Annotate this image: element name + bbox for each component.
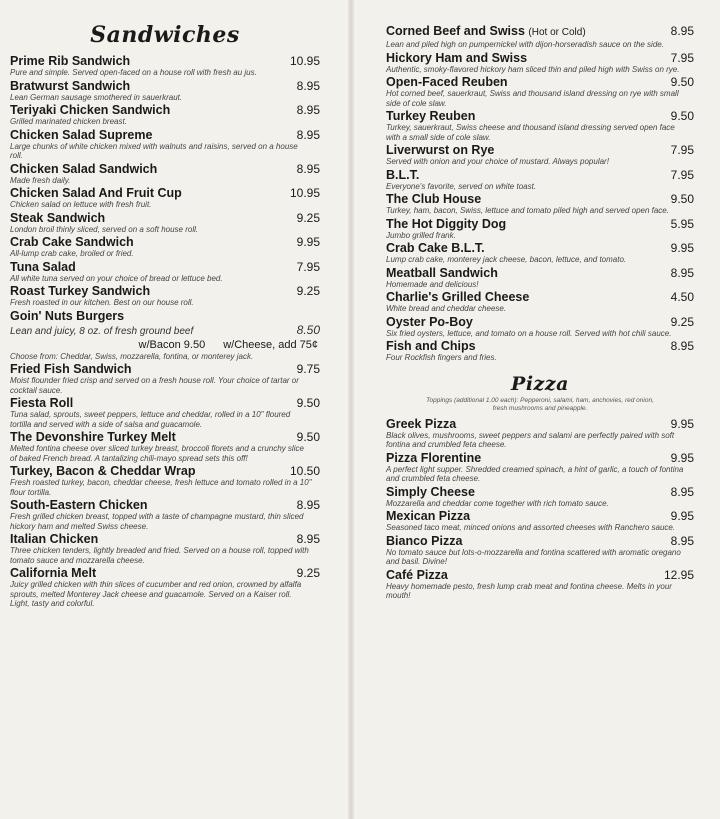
item-description: Lean and piled high on pumpernickel with dijon-horseradish sauce on the side. — [386, 40, 664, 49]
item-price: 8.95 — [670, 339, 694, 353]
item-description: Authentic, smoky-flavored hickory ham sliced thin and piled high with Swiss on rye. — [386, 64, 680, 74]
menu-item — [10, 498, 320, 531]
menu-item — [10, 396, 320, 429]
item-price: 9.25 — [296, 566, 320, 580]
item-price: 9.50 — [670, 192, 694, 206]
pizza-toppings-note: Toppings (additional 1.00 each): Pepperoni, salami, ham, anchovies, red onion, fresh mushrooms and pineapple. — [426, 396, 654, 412]
item-description: All white tuna served on your choice of bread or lettuce bed. — [10, 273, 223, 283]
item-name: Café Pizza — [386, 567, 448, 582]
item-name: Charlie's Grilled Cheese — [386, 290, 530, 304]
menu-item — [386, 75, 694, 108]
menu-item — [10, 186, 320, 210]
item-description: All-lump crab cake, broiled or fried. — [10, 249, 134, 258]
menu-item — [10, 260, 320, 284]
menu-item — [10, 162, 320, 186]
item-name: Crab Cake Sandwich — [10, 235, 134, 249]
menu-item — [386, 192, 694, 216]
item-description: Large chunks of white chicken mixed with walnuts and raisins, served on a house roll. — [10, 141, 298, 160]
item-name: Steak Sandwich — [10, 210, 106, 225]
item-description: Grilled marinated chicken breast. — [10, 117, 127, 126]
item-name: The Devonshire Turkey Melt — [10, 430, 176, 444]
item-price: 8.95 — [296, 78, 320, 93]
item-description: Moist flounder fried crisp and served on a fresh house roll. Your choice of tartar or cocktail sauce. — [10, 376, 299, 395]
item-name: Oyster Po-Boy — [386, 314, 473, 329]
pizza-item — [386, 485, 694, 509]
menu-item — [386, 109, 694, 142]
menu-item — [386, 315, 694, 339]
item-name: Greek Pizza — [386, 416, 457, 431]
burger-price: 8.50 — [296, 322, 320, 337]
item-name: Bratwurst Sandwich — [10, 78, 131, 93]
item-name: Chicken Salad Supreme — [10, 127, 153, 142]
menu-item — [10, 128, 320, 161]
item-name: Chicken Salad Sandwich — [10, 161, 158, 176]
item-name: Fried Fish Sandwich — [10, 362, 132, 376]
menu-item — [10, 532, 320, 565]
item-name: Fish and Chips — [386, 339, 476, 353]
menu-item — [10, 430, 320, 463]
item-price: 9.75 — [296, 362, 320, 376]
item-price: 9.25 — [296, 284, 320, 298]
burger-cheese-choices: Choose from: Cheddar, Swiss, mozzarella, fontina, or monterey jack. — [10, 351, 254, 361]
menu-item — [10, 211, 320, 235]
menu-item — [10, 284, 320, 308]
item-price: 8.95 — [670, 265, 694, 280]
pizza-heading: Pizza — [511, 372, 569, 395]
item-price: 10.95 — [289, 54, 320, 68]
item-description: Mozzarella and cheddar come together with rich tomato sauce. — [386, 498, 609, 508]
menu-item — [386, 241, 694, 265]
menu-item — [386, 290, 694, 314]
pizza-item — [386, 417, 694, 450]
menu-item — [10, 103, 320, 127]
item-price: 9.50 — [670, 75, 694, 89]
item-price: 9.50 — [296, 430, 320, 444]
item-name: The Club House — [386, 192, 482, 206]
sandwiches-heading: Sandwiches — [90, 22, 240, 48]
item-name: Mexican Pizza — [386, 509, 471, 523]
burger-bacon-option: w/Bacon 9.50 — [138, 338, 206, 351]
item-description: Fresh roasted turkey, bacon, cheddar cheese, fresh lettuce and tomato rolled in a 10" flour tortilla. — [10, 478, 312, 497]
sandwiches-column — [10, 0, 320, 819]
item-description: Jumbo grilled frank. — [386, 230, 456, 240]
menu-item — [386, 217, 694, 241]
item-name: Prime Rib Sandwich — [10, 54, 131, 68]
item-name: Roast Turkey Sandwich — [10, 284, 151, 298]
item-description: Fresh grilled chicken breast, topped with a taste of champagne mustard, thin sliced hickory ham and melted Swiss cheese. — [10, 512, 304, 531]
item-description: Pure and simple. Served open-faced on a house roll with fresh au jus. — [10, 68, 257, 77]
item-name: Hickory Ham and Swiss — [386, 50, 528, 65]
item-description: Everyone's favorite, served on white toast. — [386, 181, 537, 191]
menu-item — [10, 362, 320, 395]
item-description: Lean German sausage smothered in sauerkraut. — [10, 92, 183, 102]
item-description: Four Rockfish fingers and fries. — [386, 353, 497, 362]
item-description: Six fried oysters, lettuce, and tomato on a house roll. Served with hot chili sauce. — [386, 328, 672, 338]
item-tag: (Hot or Cold) — [528, 27, 586, 38]
item-description: Fresh roasted in our kitchen. Best on our house roll. — [10, 298, 194, 307]
item-price: 9.95 — [670, 509, 694, 523]
item-description: Juicy grilled chicken with thin slices of cucumber and red onion, crowned by alfalfa sprouts, melted Monterey Jack cheese and guacamole. Served on a Kaiser roll. Light, tasty and colorful. — [10, 580, 302, 608]
menu-item — [386, 266, 694, 290]
item-name: Open-Faced Reuben — [386, 75, 508, 89]
item-price: 12.95 — [663, 567, 694, 582]
item-description: Homemade and delicious! — [386, 279, 479, 289]
item-price: 9.95 — [670, 241, 694, 255]
item-description: Three chicken tenders, lightly breaded and fried. Served on a house roll, topped with tomato sauce and mozzarella cheese. — [10, 546, 309, 565]
pizza-item — [386, 451, 694, 484]
item-price: 8.95 — [296, 498, 320, 512]
menu-item — [386, 51, 694, 75]
item-name: Bianco Pizza — [386, 533, 463, 548]
item-description: Black olives, mushrooms, sweet peppers and salami are perfectly paired with soft fontina and crumbled feta cheese. — [386, 430, 675, 449]
item-name: Turkey, Bacon & Cheddar Wrap — [10, 464, 196, 478]
item-name: Turkey Reuben — [386, 109, 476, 123]
item-price: 4.50 — [670, 290, 694, 304]
item-description: Made fresh daily. — [10, 175, 71, 185]
item-description: Hot corned beef, sauerkraut, Swiss and thousand island dressing on rye with small side of cole slaw. — [386, 89, 679, 108]
item-description: White bread and cheddar cheese. — [386, 304, 507, 313]
item-name: Meatball Sandwich — [386, 265, 498, 280]
pizza-item — [386, 568, 694, 601]
item-name: The Hot Diggity Dog — [386, 216, 507, 231]
item-name: B.L.T. — [386, 167, 420, 182]
item-price: 9.50 — [296, 396, 320, 410]
item-name: Italian Chicken — [10, 532, 99, 546]
item-description: Chicken salad on lettuce with fresh fruit. — [10, 200, 152, 209]
column-divider — [348, 0, 354, 819]
menu-item — [386, 143, 694, 167]
item-price: 7.95 — [670, 50, 694, 65]
item-name: Tuna Salad — [10, 259, 76, 274]
menu-item-burgers — [10, 309, 320, 362]
item-description: Melted fontina cheese over sliced turkey breast, broccoli florets and a crunchy slice of baked French bread. A tantalizing chili-mayo spread sets this off! — [10, 444, 304, 463]
item-name: Liverwurst on Rye — [386, 143, 495, 157]
item-price: 8.95 — [296, 532, 320, 546]
menu-item — [386, 339, 694, 363]
item-name: Fiesta Roll — [10, 396, 74, 410]
item-price: 7.95 — [670, 167, 694, 182]
item-name: Pizza Florentine — [386, 450, 482, 465]
item-description: Turkey, ham, bacon, Swiss, lettuce and tomato piled high and served open face. — [386, 206, 669, 215]
item-price: 8.95 — [670, 533, 694, 548]
pizza-item — [386, 509, 694, 533]
menu-item — [10, 464, 320, 497]
item-description: Heavy homemade pesto, fresh lump crab meat and fontina cheese. Melts in your mouth! — [386, 581, 672, 600]
item-price: 9.95 — [670, 416, 694, 431]
menu-item — [10, 566, 320, 609]
menu-item — [10, 235, 320, 259]
item-price: 9.25 — [670, 314, 694, 329]
item-price: 5.95 — [670, 216, 694, 231]
item-price: 8.95 — [296, 103, 320, 117]
item-name: South-Eastern Chicken — [10, 498, 148, 512]
menu-item — [10, 79, 320, 103]
item-description: London broil thinly sliced, served on a soft house roll. — [10, 224, 199, 234]
item-name: Chicken Salad And Fruit Cup — [10, 186, 182, 200]
item-description: Tuna salad, sprouts, sweet peppers, lettuce and cheddar, rolled in a 10" floured tortilla and served with a side of salsa and guacamole. — [10, 410, 291, 429]
item-price: 10.95 — [289, 186, 320, 200]
item-price: 10.50 — [289, 464, 320, 478]
item-price: 7.95 — [670, 143, 694, 157]
item-description: Seasoned taco meat, minced onions and assorted cheeses with Ranchero sauce. — [386, 523, 676, 532]
menu-item — [10, 54, 320, 78]
menu-item — [386, 168, 694, 192]
item-name: Crab Cake B.L.T. — [386, 241, 485, 255]
item-price: 8.95 — [296, 127, 320, 142]
item-name: Teriyaki Chicken Sandwich — [10, 103, 171, 117]
item-description: A perfect light supper. Shredded creamed spinach, a hint of garlic, a touch of fontina and crumbled feta cheese. — [386, 464, 684, 483]
item-description: No tomato sauce but lots-o-mozzarella and fontina scattered with aromatic oregano and basil. Divine! — [386, 547, 681, 566]
item-price: 7.95 — [296, 259, 320, 274]
item-price: 9.95 — [296, 235, 320, 249]
item-price: 9.95 — [670, 450, 694, 465]
burger-cheese-option: w/Cheese, add 75¢ — [223, 338, 318, 351]
item-name: Goin' Nuts Burgers — [10, 308, 125, 323]
burger-description: Lean and juicy, 8 oz. of fresh ground beef — [10, 325, 194, 337]
pizza-item — [386, 534, 694, 567]
item-price: 8.95 — [670, 484, 694, 499]
item-name: California Melt — [10, 566, 97, 580]
item-price: 8.95 — [670, 24, 694, 38]
item-price: 9.50 — [670, 109, 694, 123]
right-column — [386, 0, 694, 819]
item-name: Corned Beef and Swiss — [386, 24, 525, 38]
item-price: 9.25 — [296, 210, 320, 225]
item-description: Served with onion and your choice of mustard. Always popular! — [386, 157, 609, 166]
menu-item — [386, 24, 694, 50]
item-name: Simply Cheese — [386, 484, 475, 499]
item-description: Turkey, sauerkraut, Swiss cheese and thousand island dressing served open face with a small side of cole slaw. — [386, 123, 675, 142]
item-description: Lump crab cake, monterey jack cheese, bacon, lettuce, and tomato. — [386, 255, 627, 264]
item-price: 8.95 — [296, 161, 320, 176]
